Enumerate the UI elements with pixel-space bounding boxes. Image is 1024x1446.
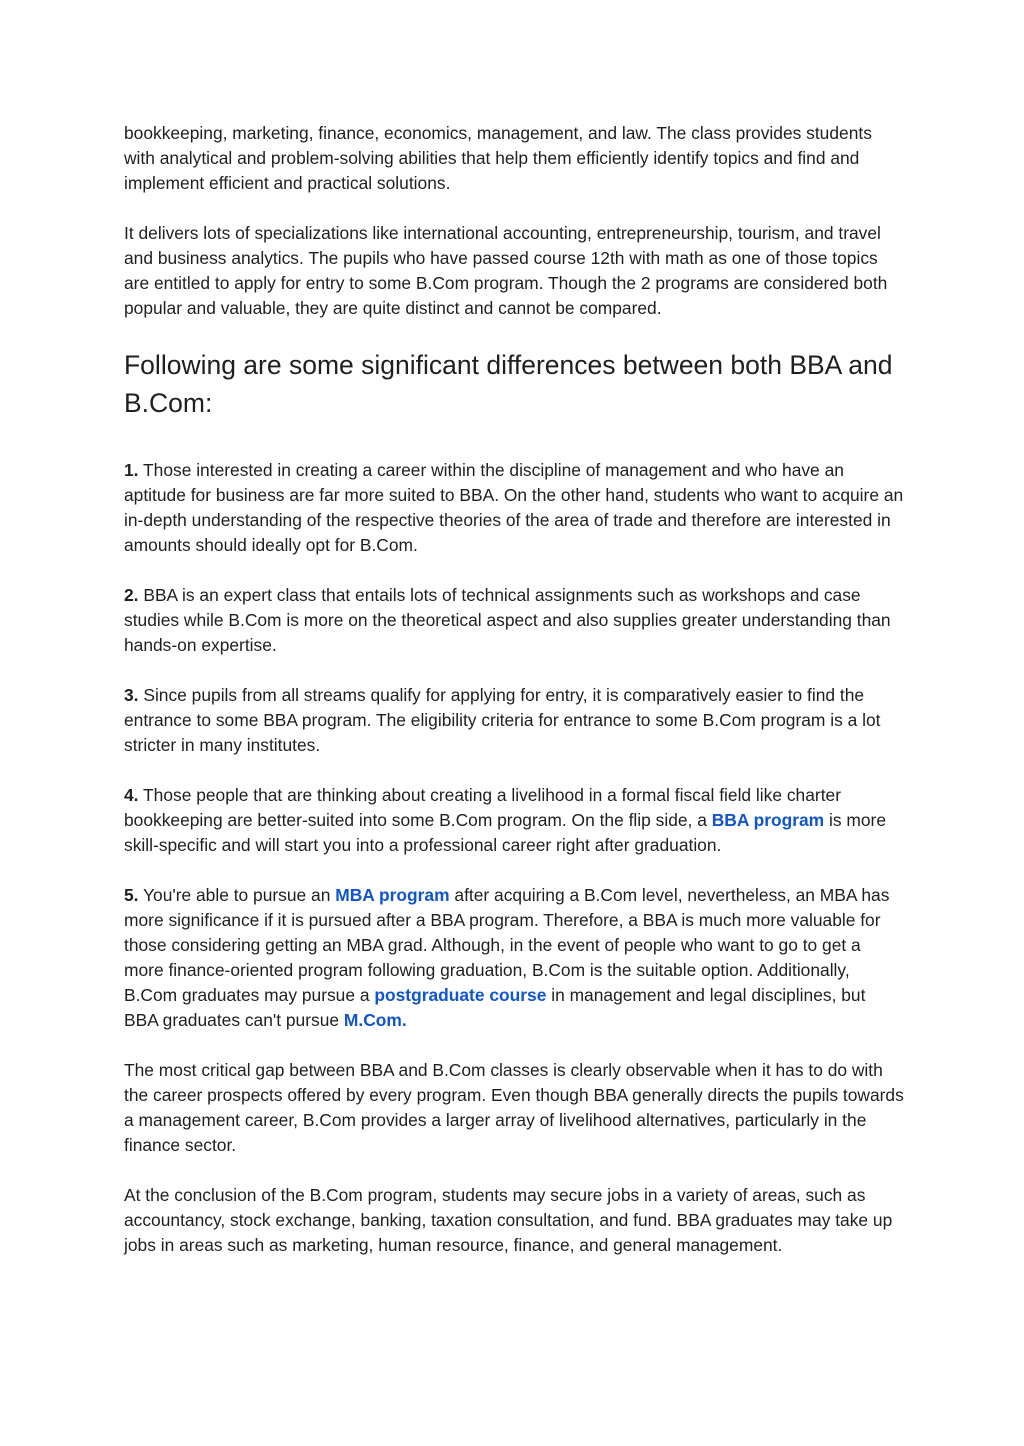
point-text: is more skill-specific and will start you into a professional career right after graduation. <box>124 810 886 855</box>
mba-program-link[interactable]: MBA program <box>335 885 450 905</box>
point-text: Those people that are thinking about creating a livelihood in a formal fiscal field like charter bookkeeping are better-suited into some B.Com program. On the flip side, a <box>124 785 841 830</box>
point-4 <box>124 783 904 858</box>
point-text: in management and legal disciplines, but BBA graduates can't pursue <box>124 985 866 1030</box>
point-number: 2. <box>124 585 139 605</box>
intro-paragraph-2: It delivers lots of specializations like international accounting, entrepreneurship, tourism, and travel and business analytics. The pupils who have passed course 12th with math as one of those topics are entitled to apply for entry to some B.Com program. Though the 2 programs are considered both popular and valuable, they are quite distinct and cannot be compared. <box>124 223 888 318</box>
section-heading: Following are some significant differences between both BBA and B.Com: <box>124 350 893 418</box>
point-text: You're able to pursue an <box>138 885 336 905</box>
point-text: BBA is an expert class that entails lots of technical assignments such as workshops and case studies while B.Com is more on the theoretical aspect and also supplies greater understanding than hands-on expertise. <box>124 585 891 655</box>
point-number: 5. <box>124 885 139 905</box>
closing-paragraph-1: The most critical gap between BBA and B.Com classes is clearly observable when it has to do with the career prospects offered by every program. Even though BBA generally directs the pupils towards a management career, B.Com provides a larger array of livelihood alternatives, particularly in the finance sector. <box>124 1060 904 1155</box>
mcom-link[interactable]: M.Com. <box>343 1010 407 1030</box>
point-number: 4. <box>124 785 139 805</box>
closing-paragraph-2: At the conclusion of the B.Com program, students may secure jobs in a variety of areas, such as accountancy, stock exchange, banking, taxation consultation, and fund. BBA graduates may take up jobs in areas such as marketing, human resource, finance, and general management. <box>124 1185 893 1255</box>
document-page <box>124 121 904 1283</box>
point-text: Those interested in creating a career within the discipline of management and who have an aptitude for business are far more suited to BBA. On the other hand, students who want to acquire an in-depth understanding of the respective theories of the area of trade and therefore are interested in amounts should ideally opt for B.Com. <box>124 460 904 555</box>
point-number: 1. <box>124 460 139 480</box>
postgraduate-course-link[interactable]: postgraduate course <box>374 985 547 1005</box>
point-text: Since pupils from all streams qualify for applying for entry, it is comparatively easier to find the entrance to some BBA program. The eligibility criteria for entrance to some B.Com program is a lot stricter in many institutes. <box>124 685 881 755</box>
point-number: 3. <box>124 685 139 705</box>
point-text: after acquiring a B.Com level, nevertheless, an MBA has more significance if it is pursued after a BBA program. Therefore, a BBA is much more valuable for those considering getting an MBA grad. Although, in the event of people who want to go to get a more finance-oriented program following graduation, B.Com is the suitable option. Additionally, B.Com graduates may pursue a <box>124 885 890 1005</box>
intro-paragraph-1: bookkeeping, marketing, finance, economics, management, and law. The class provides students with analytical and problem-solving abilities that help them efficiently identify topics and find and implement efficient and practical solutions. <box>124 123 872 193</box>
point-5 <box>124 883 904 1033</box>
bba-program-link[interactable]: BBA program <box>711 810 825 830</box>
point-3 <box>124 683 904 758</box>
point-2 <box>124 583 904 658</box>
point-1 <box>124 458 904 558</box>
